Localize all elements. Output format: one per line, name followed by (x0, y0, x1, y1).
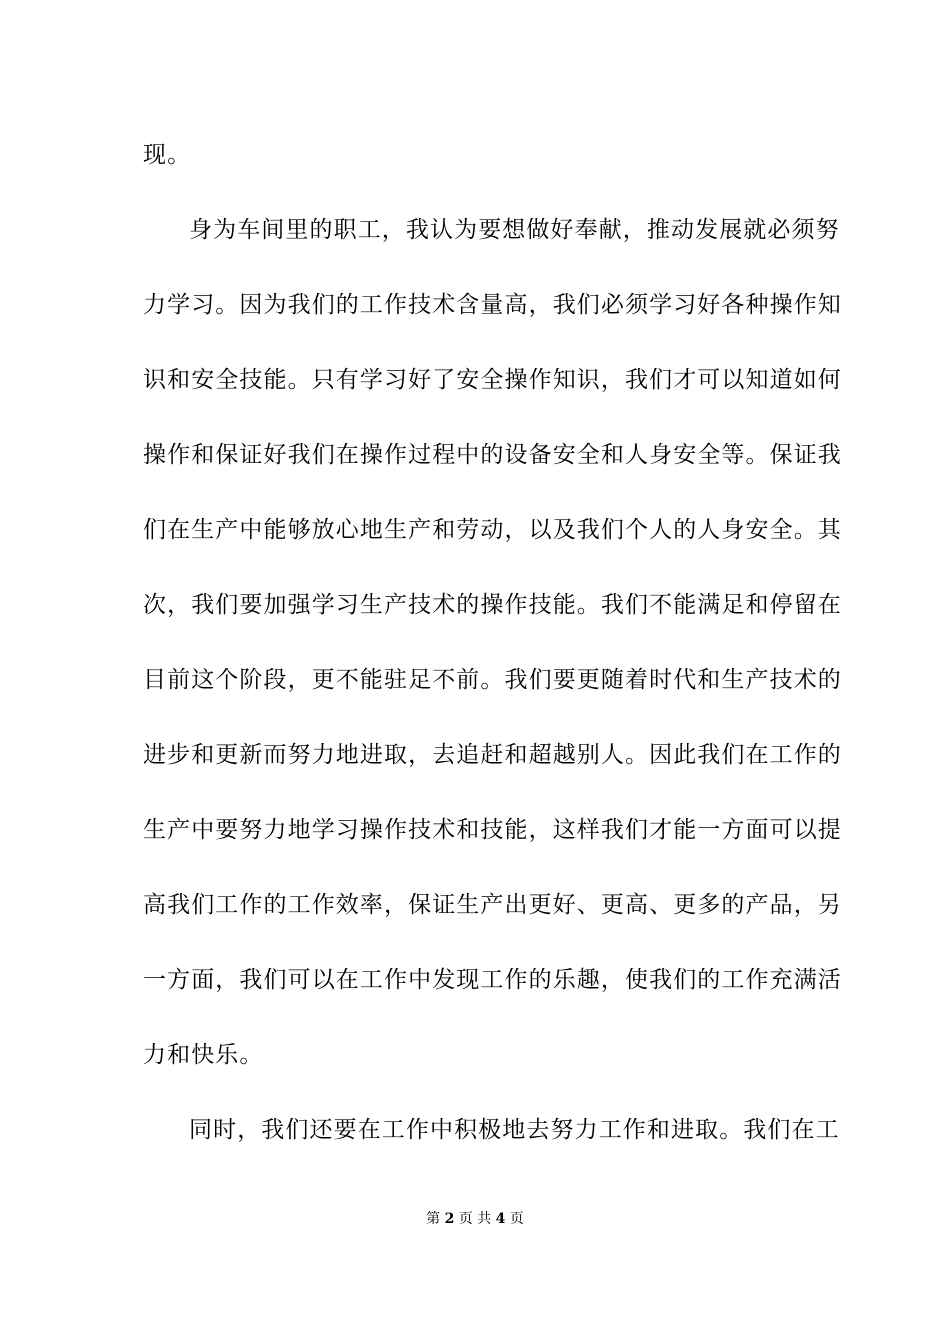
text-line: 力和快乐。 (143, 1042, 264, 1068)
text-line: 一方面，我们可以在工作中发现工作的乐趣，使我们的工作充满活 (143, 967, 842, 993)
text-line: 力学习。因为我们的工作技术含量高，我们必须学习好各种操作知 (143, 292, 842, 318)
footer-middle: 页 共 (458, 1211, 492, 1227)
footer-prefix: 第 (426, 1211, 441, 1227)
text-line: 次，我们要加强学习生产技术的操作技能。我们不能满足和停留在 (143, 592, 842, 618)
text-line: 现。 (143, 142, 192, 168)
text-line: 高我们工作的工作效率，保证生产出更好、更高、更多的产品，另 (143, 892, 842, 918)
paragraph-first-line: 同时，我们还要在工作中积极地去努力工作和进取。我们在工 (189, 1117, 840, 1143)
text-line: 识和安全技能。只有学习好了安全操作知识，我们才可以知道如何 (143, 367, 842, 393)
text-line: 们在生产中能够放心地生产和劳动，以及我们个人的人身安全。其 (143, 517, 842, 543)
text-line: 生产中要努力地学习操作技术和技能，这样我们才能一方面可以提 (143, 817, 842, 843)
total-pages-number: 4 (495, 1211, 506, 1227)
text-line: 进步和更新而努力地进取，去追赶和超越别人。因此我们在工作的 (143, 742, 842, 768)
paragraph-first-line: 身为车间里的职工，我认为要想做好奉献，推动发展就必须努 (189, 217, 840, 243)
text-line: 目前这个阶段，更不能驻足不前。我们要更随着时代和生产技术的 (143, 667, 842, 693)
current-page-number: 2 (444, 1211, 455, 1227)
footer-suffix: 页 (509, 1211, 524, 1227)
page-footer (0, 1210, 950, 1228)
text-line: 操作和保证好我们在操作过程中的设备安全和人身安全等。保证我 (143, 442, 842, 468)
